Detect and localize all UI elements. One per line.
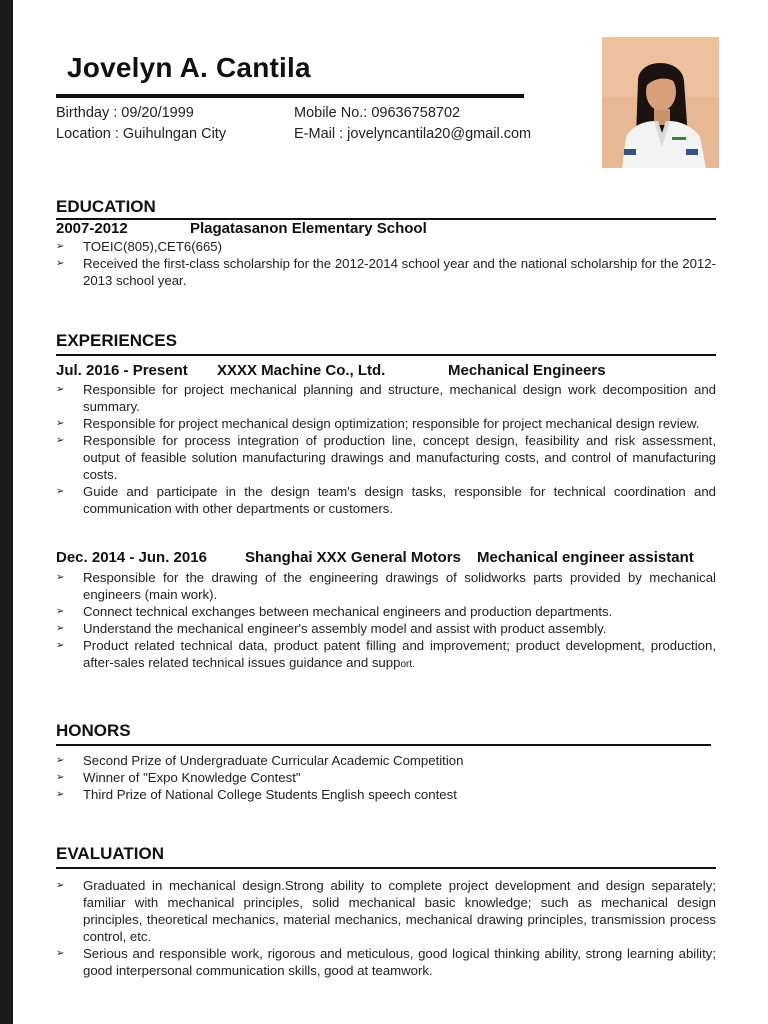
bullet-arrow-icon: ➢ xyxy=(56,948,65,959)
profile-photo xyxy=(602,37,719,168)
evaluation-heading: EVALUATION xyxy=(56,844,164,863)
bullet-arrow-icon: ➢ xyxy=(56,789,65,800)
education-heading: EDUCATION xyxy=(56,197,156,216)
honors-rule xyxy=(56,744,711,746)
education-list xyxy=(56,238,716,289)
bullet-arrow-icon: ➢ xyxy=(56,880,65,891)
list-item: ➢ Responsible for process integration of production line, concept design, feasibility and risk assessment, output of feasible solution manufacturing drawings and manufacturing costs, and control of manufacturing costs. xyxy=(56,433,716,482)
list-item: ➢ Responsible for project mechanical design optimization; responsible for project mechanical design review. xyxy=(56,416,700,431)
personal-info-left xyxy=(56,103,226,145)
bullet-arrow-icon: ➢ xyxy=(56,606,65,617)
job-2-role: Mechanical engineer assistant xyxy=(477,549,694,566)
experiences-rule xyxy=(56,354,716,356)
list-item: ➢ Understand the mechanical engineer's assembly model and assist with product assembly. xyxy=(56,621,607,636)
job-1-role: Mechanical Engineers xyxy=(448,362,606,379)
location-text: Location : Guihulngan City xyxy=(56,126,227,142)
list-item: ➢ Product related technical data, product patent filling and improvement; product development, production, after-sales related technical issues guidance and support. xyxy=(56,638,716,670)
job-1-company: XXXX Machine Co., Ltd. xyxy=(217,362,386,379)
bullet-arrow-icon: ➢ xyxy=(56,640,65,651)
education-school: Plagatasanon Elementary School xyxy=(190,220,427,237)
list-item: ➢ Second Prize of Undergraduate Curricular Academic Competition xyxy=(56,753,464,768)
name-underline xyxy=(56,94,524,98)
email-text: E-Mail : jovelyncantila20@gmail.com xyxy=(294,126,532,142)
bullet-arrow-icon: ➢ xyxy=(56,258,65,269)
honors-list xyxy=(56,752,716,803)
portrait-illustration xyxy=(602,37,719,168)
bullet-arrow-icon: ➢ xyxy=(56,435,65,446)
bullet-arrow-icon: ➢ xyxy=(56,486,65,497)
list-item: ➢ Third Prize of National College Students English speech contest xyxy=(56,787,457,802)
experiences-heading: EXPERIENCES xyxy=(56,331,177,350)
list-item: ➢ Winner of "Expo Knowledge Contest" xyxy=(56,770,301,785)
job-2-list xyxy=(56,569,716,673)
education-period: 2007-2012 xyxy=(56,220,128,237)
bullet-arrow-icon: ➢ xyxy=(56,772,65,783)
honors-heading: HONORS xyxy=(56,721,131,740)
list-item: ➢ Serious and responsible work, rigorous and meticulous, good logical thinking ability, strong learning ability; good interpersonal communication skills, good at teamwork. xyxy=(56,946,716,978)
list-item: ➢ Connect technical exchanges between mechanical engineers and production departments. xyxy=(56,604,613,619)
job-2-company: Shanghai XXX General Motors xyxy=(245,549,461,566)
personal-info-right xyxy=(294,103,531,145)
candidate-name: Jovelyn A. Cantila xyxy=(67,52,311,83)
list-item: ➢ Guide and participate in the design team's design tasks, responsible for technical coordination and communication with other departments or customers. xyxy=(56,484,716,516)
job-1-period: Jul. 2016 - Present xyxy=(56,362,188,379)
bullet-arrow-icon: ➢ xyxy=(56,755,65,766)
bullet-arrow-icon: ➢ xyxy=(56,572,65,583)
list-item: ➢ Responsible for the drawing of the engineering drawings of solidworks parts provided by mechanical engineers (main work). xyxy=(56,570,716,602)
left-accent-bar xyxy=(0,0,13,1024)
list-item: ➢ Responsible for project mechanical planning and structure, mechanical design work decomposition and summary. xyxy=(56,382,716,414)
list-item: ➢ Received the first-class scholarship for the 2012-2014 school year and the national scholarship for the 2012-2013 school year. xyxy=(56,256,716,288)
list-item: ➢ Graduated in mechanical design.Strong ability to complete project development and design separately; familiar with mechanical principles, solid mechanical basic knowledge; such as mechanical design principles, theoretical mechanics, material mechanics, mechanical drawing principles, transmission process control, etc. xyxy=(56,878,716,944)
bullet-arrow-icon: ➢ xyxy=(56,384,65,395)
list-item: ➢ TOEIC(805),CET6(665) xyxy=(56,239,223,254)
evaluation-rule xyxy=(56,867,716,869)
bullet-arrow-icon: ➢ xyxy=(56,241,65,252)
job-1-list xyxy=(56,381,716,517)
birthday-text: Birthday : 09/20/1999 xyxy=(56,105,194,121)
job-2-period: Dec. 2014 - Jun. 2016 xyxy=(56,549,207,566)
evaluation-list xyxy=(56,877,716,979)
mobile-text: Mobile No.: 09636758702 xyxy=(294,105,461,121)
bullet-arrow-icon: ➢ xyxy=(56,418,65,429)
bullet-arrow-icon: ➢ xyxy=(56,623,65,634)
